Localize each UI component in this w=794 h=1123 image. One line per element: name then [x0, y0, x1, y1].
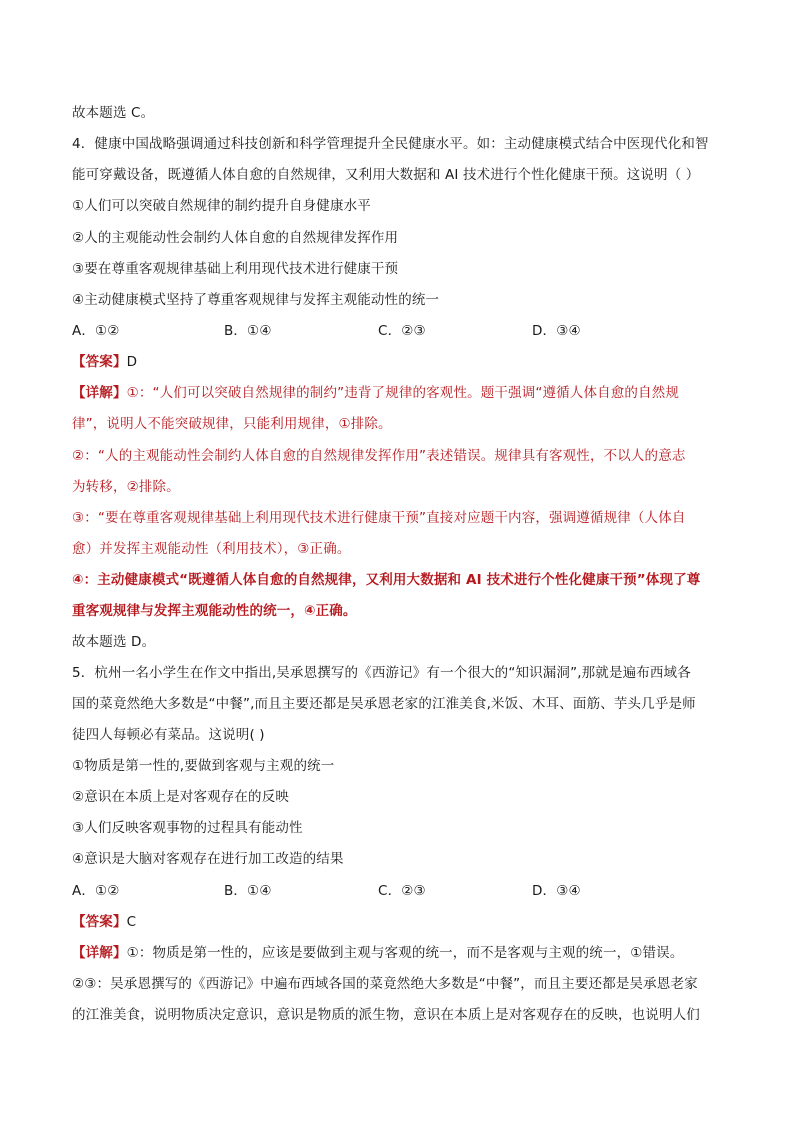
q4-detail-line-4: 为转移，②排除。	[72, 479, 180, 495]
q4-option-b[interactable]: B．①④	[224, 323, 272, 339]
q5-statement-3: ③人们反映客观事物的过程具有能动性	[72, 820, 303, 836]
q5-statement-2: ②意识在本质上是对客观存在的反映	[72, 789, 290, 805]
q5-option-b[interactable]: B．①④	[224, 883, 272, 899]
q5-stem-line-2: 国的菜竟然绝大多数是“中餐”,而且主要还都是吴承恩老家的江淮美食,米饭、木耳、面筋、芋头几乎是师	[72, 696, 696, 712]
q5-stem-line-3: 徒四人每顿必有菜品。这说明( )	[72, 727, 265, 743]
q4-option-c[interactable]: C．②③	[378, 323, 426, 339]
q4-stem-line-2: 能可穿戴设备，既遵循人体自愈的自然规律，又利用大数据和 AI 技术进行个性化健康干预。这说明（ ）	[72, 167, 700, 183]
q4-detail-line-2: 律”，说明人不能突破规律，只能利用规律，①排除。	[72, 416, 392, 432]
q5-detail-line-2: ②③：吴承恩撰写的《西游记》中遍布西域各国的菜竟然绝大多数是“中餐”，而且主要还都是吴承恩老家	[72, 976, 698, 992]
q4-option-a[interactable]: A．①②	[72, 323, 120, 339]
q4-stem-line-1: 4．健康中国战略强调通过科技创新和科学管理提升全民健康水平。如：主动健康模式结合中医现代化和智	[72, 136, 709, 152]
q5-statement-4: ④意识是大脑对客观存在进行加工改造的结果	[72, 851, 344, 867]
q4-detail-line-1	[72, 383, 732, 403]
q4-answer-tag: 【答案】	[72, 354, 127, 370]
q4-statement-2: ②人的主观能动性会制约人体自愈的自然规律发挥作用	[72, 230, 399, 246]
q4-detail-line-3: ②：“人的主观能动性会制约人体自愈的自然规律发挥作用”表述错误。规律具有客观性，不以人的意志	[72, 448, 686, 464]
q4-detail-line-6: 愈）并发挥主观能动性（利用技术），③正确。	[72, 541, 351, 557]
q4-detail-text-1: ①：“人们可以突破自然规律的制约”违背了规律的客观性。题干强调“遵循人体自愈的自然规	[126, 385, 679, 401]
q4-statement-3: ③要在尊重客观规律基础上利用现代技术进行健康干预	[72, 261, 399, 277]
q3-conclusion: 故本题选 C。	[72, 105, 155, 121]
q4-statement-4: ④主动健康模式坚持了尊重客观规律与发挥主观能动性的统一	[72, 292, 440, 308]
q4-answer	[72, 352, 732, 372]
q4-detail-line-7: ④：主动健康模式“既遵循人体自愈的自然规律，又利用大数据和 AI 技术进行个性化健康干预”体现了尊	[72, 572, 701, 588]
q4-detail-tag: 【详解】	[72, 385, 127, 401]
q4-statement-1: ①人们可以突破自然规律的制约提升自身健康水平	[72, 198, 371, 214]
q4-detail-line-8: 重客观规律与发挥主观能动性的统一，④正确。	[72, 603, 357, 619]
q5-detail-line-1	[72, 943, 732, 963]
q4-answer-value: D	[126, 354, 138, 370]
q4-option-d[interactable]: D．③④	[532, 323, 581, 339]
q5-detail-tag: 【详解】	[72, 945, 127, 961]
q4-conclusion: 故本题选 D。	[72, 634, 156, 650]
q5-answer	[72, 912, 732, 932]
q5-answer-tag: 【答案】	[72, 914, 127, 930]
q5-detail-line-3: 的江淮美食，说明物质决定意识，意识是物质的派生物，意识在本质上是对客观存在的反映，也说明人们	[72, 1007, 700, 1023]
q5-option-d[interactable]: D．③④	[532, 883, 581, 899]
q5-answer-value: C	[126, 914, 137, 930]
q5-detail-text-1: ①：物质是第一性的，应该是要做到主观与客观的统一，而不是客观与主观的统一，①错误。	[126, 945, 684, 961]
q5-stem-line-1: 5．杭州一名小学生在作文中指出,吴承恩撰写的《西游记》有一个很大的“知识漏洞”,那就是遍布西域各	[72, 665, 691, 681]
q5-option-c[interactable]: C．②③	[378, 883, 426, 899]
q4-detail-line-5: ③：“要在尊重客观规律基础上利用现代技术进行健康干预”直接对应题干内容，强调遵循规律（人体自	[72, 510, 686, 526]
q5-statement-1: ①物质是第一性的,要做到客观与主观的统一	[72, 758, 335, 774]
q5-option-a[interactable]: A．①②	[72, 883, 120, 899]
